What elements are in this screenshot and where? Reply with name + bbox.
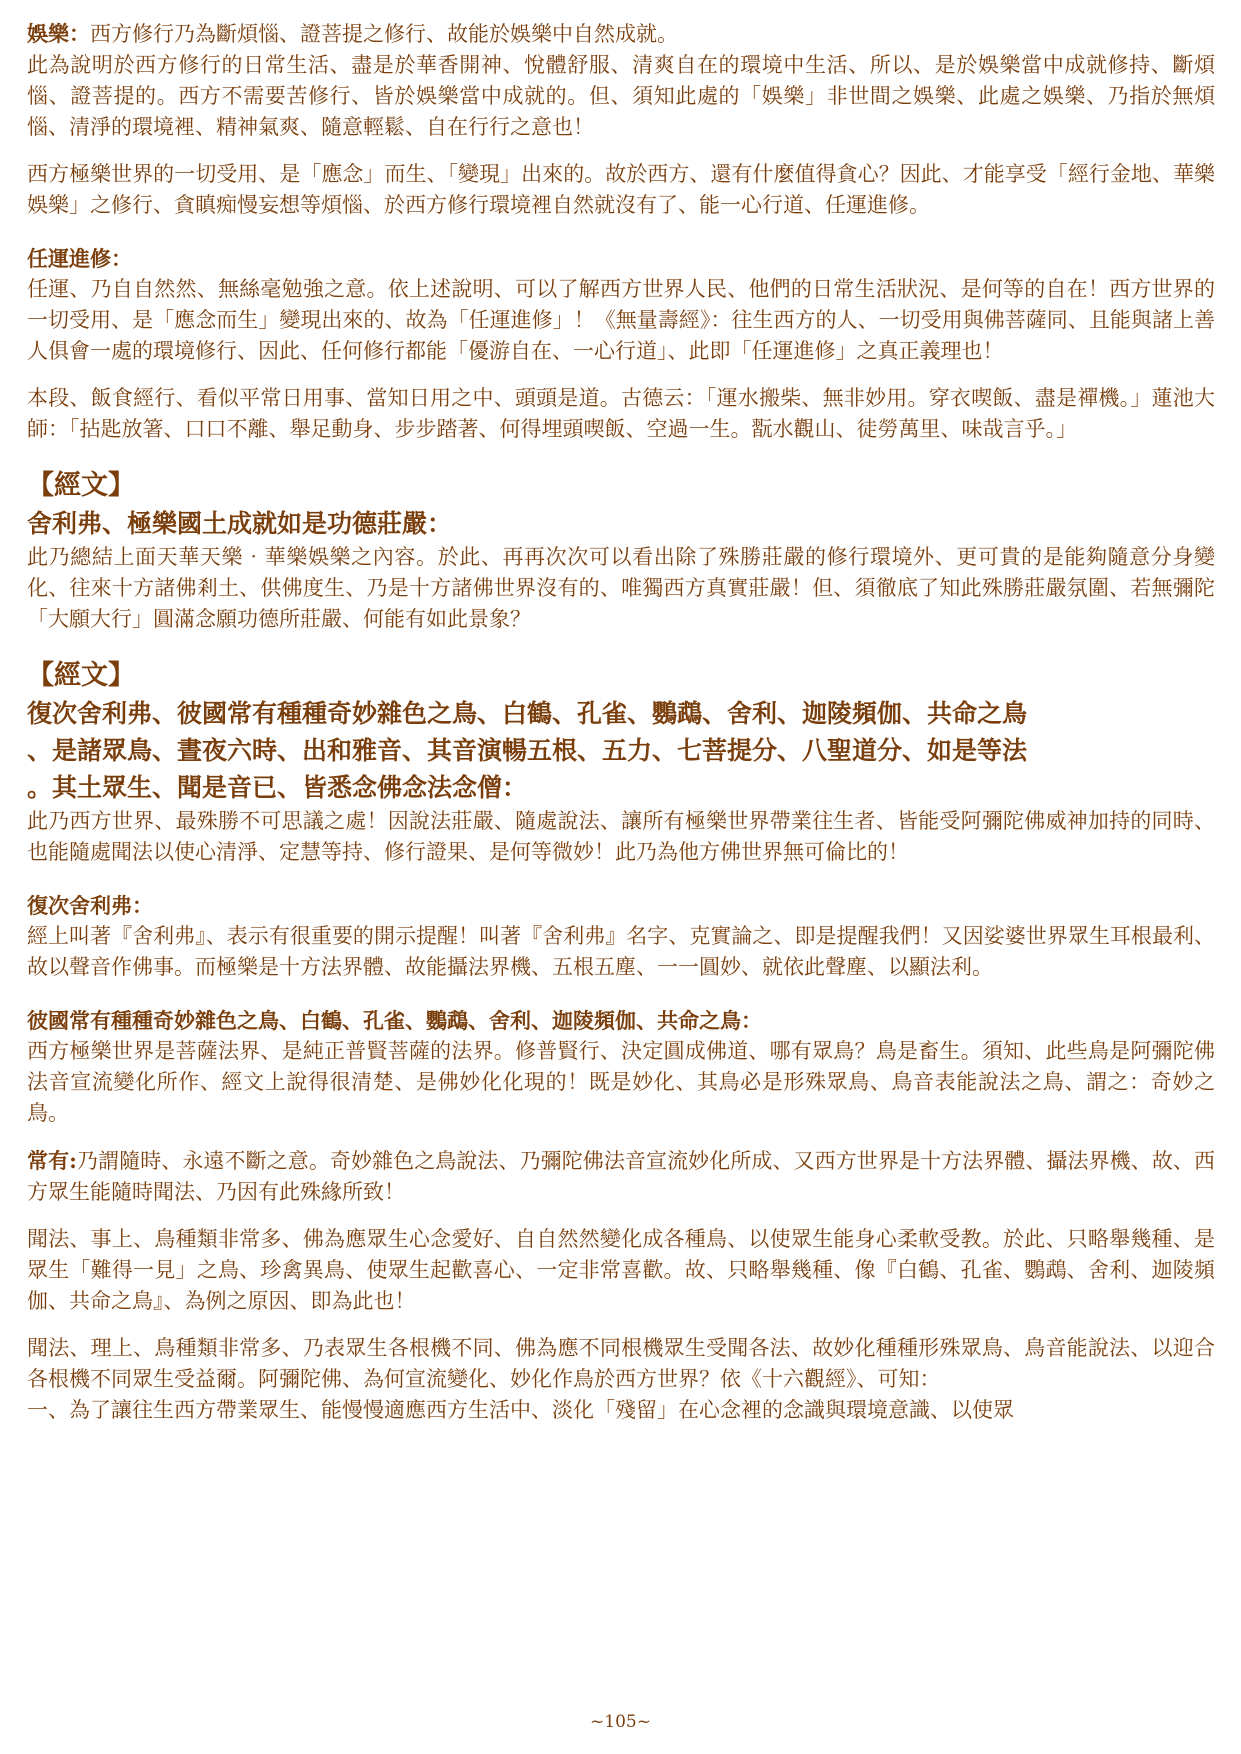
term-always: 常有: bbox=[27, 1148, 77, 1173]
sutra-marker-1: 【經文】 bbox=[27, 470, 135, 501]
heading-birds: 彼國常有種種奇妙雜色之鳥、白鶴、孔雀、鸚鵡、舍利、迦陵頻伽、共命之鳥： bbox=[27, 1008, 762, 1033]
paragraph-sariputra-explain: 經上叫著『舍利弗』、表示有很重要的開示提醒！叫著『舍利弗』名字、克實論之、即是提醒我們！又因娑婆世界眾生耳根最利、故以聲音作佛事。而極樂是十方法界體、故能攝法界機、五根五塵、一一圓妙、就依此聲塵、以顯法利。 bbox=[27, 924, 1215, 979]
page-number: ~105~ bbox=[590, 1712, 651, 1732]
term-entertainment: 娛樂： bbox=[27, 21, 90, 46]
paragraph-reason-one: 一、為了讓往生西方帶業眾生、能慢慢適應西方生活中、淡化「殘留」在心念裡的念識與環境意識、以使眾 bbox=[27, 1398, 1014, 1422]
heading-sariputra: 復次舍利弗： bbox=[27, 893, 153, 918]
paragraph-daily-practice: 本段、飯食經行、看似平常日用事、當知日用之中、頭頭是道。古德云：「運水搬柴、無非妙用。穿衣喫飯、盡是禪機。」蓮池大師：「拈匙放箸、口口不離、舉足動身、步步踏著、何得埋頭喫飯、空過一生。翫水觀山、徒勞萬里、味哉言乎。」 bbox=[27, 386, 1215, 441]
paragraph-summary: 此乃總結上面天華天樂‧華樂娛樂之內容。於此、再再次次可以看出除了殊勝莊嚴的修行環境外、更可貴的是能夠隨意分身變化、往來十方諸佛剎土、供佛度生、乃是十方諸佛世界沒有的、唯獨西方真實莊嚴！但、須徹底了知此殊勝莊嚴氛圍、若無彌陀「大願大行」圓滿念願功德所莊嚴、何能有如此景象？ bbox=[27, 545, 1215, 631]
paragraph-progress-explain: 任運、乃自自然然、無絲毫勉強之意。依上述說明、可以了解西方世界人民、他們的日常生活狀況、是何等的自在！西方世界的一切受用、是「應念而生」變現出來的、故為「任運進修」！《無量壽經》：往生西方的人、一切受用與佛菩薩同、且能與諸上善人俱會一處的環境修行、因此、任何修行都能「優游自在、一心行道」、此即「任運進修」之真正義理也！ bbox=[27, 277, 1215, 363]
paragraph-hearing-principle: 聞法、理上、鳥種類非常多、乃表眾生各根機不同、佛為應不同根機眾生受聞各法、故妙化種種形殊眾鳥、鳥音能說法、以迎合各根機不同眾生受益爾。阿彌陀佛、為何宣流變化、妙化作鳥於西方世界？依《十六觀經》、可知： bbox=[27, 1336, 1215, 1391]
sutra-text-2-line-2: 、是諸眾鳥、晝夜六時、出和雅音、其音演暢五根、五力、七菩提分、八聖道分、如是等法 bbox=[27, 736, 1028, 765]
sutra-text-2-line-3: 。其土眾生、聞是音已、皆悉念佛念法念僧： bbox=[27, 773, 528, 802]
heading-progress: 任運進修： bbox=[27, 246, 132, 271]
term-always-text: 乃謂隨時、永遠不斷之意。奇妙雜色之鳥說法、乃彌陀佛法音宣流妙化所成、又西方世界是十方法界體、攝法界機、故、西方眾生能隨時聞法、乃因有此殊緣所致！ bbox=[27, 1149, 1215, 1204]
paragraph-western-enjoyment: 西方極樂世界的一切受用、是「應念」而生、「變現」出來的。故於西方、還有什麼值得貪心？因此、才能享受「經行金地、華樂娛樂」之修行、貪瞋痴慢妄想等煩惱、於西方修行環境裡自然就沒有了、能一心行道、任運進修。 bbox=[27, 162, 1215, 217]
sutra-text-1: 舍利弗、極樂國土成就如是功德莊嚴： bbox=[27, 509, 453, 538]
paragraph-always bbox=[27, 1145, 1215, 1208]
document-page bbox=[27, 18, 1215, 1426]
sutra-marker-2: 【經文】 bbox=[27, 660, 135, 691]
paragraph-hearing-phenomena: 聞法、事上、鳥種類非常多、佛為應眾生心念愛好、自自然然變化成各種鳥、以使眾生能身心柔軟受教。於此、只略舉幾種、是眾生「難得一見」之鳥、珍禽異鳥、使眾生起歡喜心、一定非常喜歡。故、只略舉幾種、像『白鶴、孔雀、鸚鵡、舍利、迦陵頻伽、共命之鳥』、為例之原因、即為此也！ bbox=[27, 1227, 1215, 1313]
paragraph-entertainment bbox=[27, 18, 1215, 50]
paragraph-dharma-everywhere: 此乃西方世界、最殊勝不可思議之處！因說法莊嚴、隨處說法、讓所有極樂世界帶業往生者、皆能受阿彌陀佛威神加持的同時、也能隨處聞法以使心清淨、定慧等持、修行證果、是何等微妙！此乃為他方佛世界無可倫比的！ bbox=[27, 809, 1215, 864]
term-entertainment-text: 西方修行乃為斷煩惱、證菩提之修行、故能於娛樂中自然成就。 bbox=[90, 22, 678, 46]
paragraph-entertainment-explain: 此為說明於西方修行的日常生活、盡是於華香開神、悅體舒服、清爽自在的環境中生活、所以、是於娛樂當中成就修持、斷煩惱、證菩提的。西方不需要苦修行、皆於娛樂當中成就的。但、須知此處的「娛樂」非世間之娛樂、此處之娛樂、乃指於無煩惱、清淨的環境裡、精神氣爽、隨意輕鬆、自在行行之意也！ bbox=[27, 53, 1215, 139]
sutra-text-2-line-1: 復次舍利弗、彼國常有種種奇妙雜色之鳥、白鶴、孔雀、鸚鵡、舍利、迦陵頻伽、共命之鳥 bbox=[27, 699, 1028, 728]
paragraph-birds-explain: 西方極樂世界是菩薩法界、是純正普賢菩薩的法界。修普賢行、決定圓成佛道、哪有眾鳥？鳥是畜生。須知、此些鳥是阿彌陀佛法音宣流變化所作、經文上說得很清楚、是佛妙化化現的！既是妙化、其鳥必是形殊眾鳥、鳥音表能說法之鳥、謂之：奇妙之鳥。 bbox=[27, 1039, 1215, 1125]
